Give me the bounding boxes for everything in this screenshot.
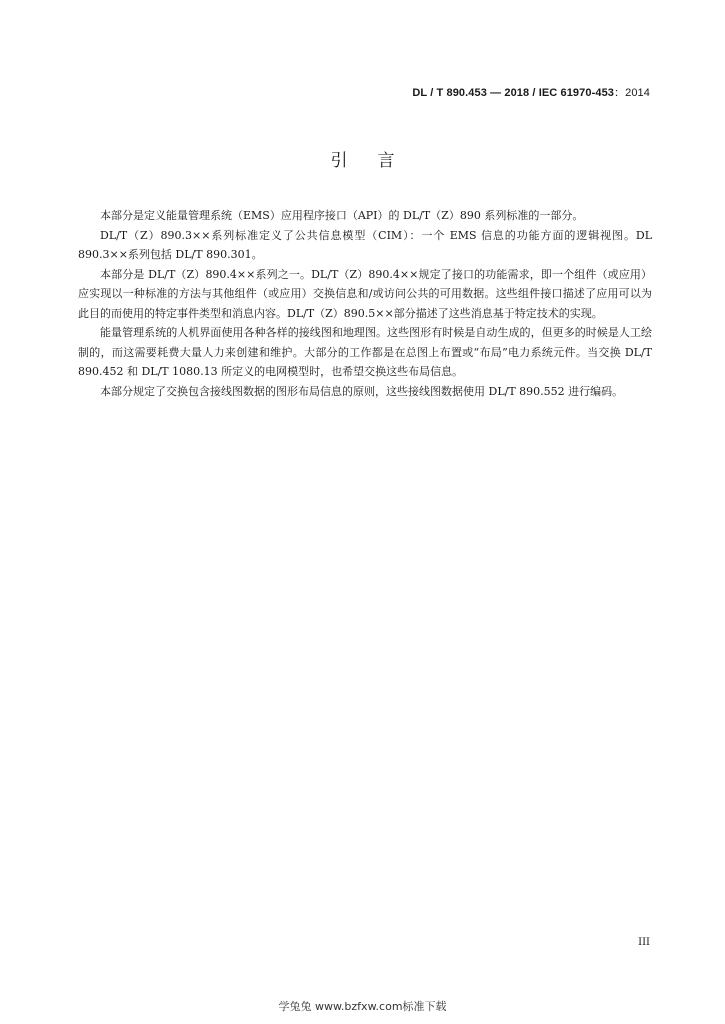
iec-code: IEC 61970-453 [538, 87, 615, 99]
paragraph: 本部分是 DL/T（Z）890.4××系列之一。DL/T（Z）890.4××规定了接口的功能需求，即一个组件（或应用）应实现以一种标准的方法与其他组件（或应用）交换信息和/或访问公共的可用数据。这些组件接口描述了应用可以为此目的而使用的特定事件类型和消息内容。DL/T（Z）890.5××部分描述了这些消息基于特定技术的实现。 [78, 267, 652, 320]
paragraph: 本部分是定义能量管理系统（EMS）应用程序接口（API）的 DL/T（Z）890 系列标准的一部分。 [100, 209, 584, 222]
paragraph: 能量管理系统的人机界面使用各种各样的接线图和地理图。这些图形有时候是自动生成的，但更多的时候是人工绘制的，而这需要耗费大量人力来创建和维护。大部分的工作都是在总图上布置或“布局”电力系统元件。当交换 DL/T 890.452 和 DL/T 1080.13 所定义的电网模型时，也希望交换这些布局信息。 [78, 326, 652, 378]
standard-code: DL / T 890.453 — 2018 / [412, 87, 539, 99]
standard-header [412, 84, 650, 100]
paragraph: 本部分规定了交换包含接线图数据的图形布局信息的原则，这些接线图数据使用 DL/T 890.552 进行编码。 [100, 384, 624, 398]
iec-year: ：2014 [614, 87, 650, 99]
page-title: 引言 [330, 151, 425, 171]
page-number: III [638, 937, 650, 948]
body-text [78, 206, 652, 401]
footer-watermark: 学兔兔 www.bzfxw.com标准下载 [278, 1000, 447, 1013]
paragraph: DL/T（Z）890.3××系列标准定义了公共信息模型（CIM）：一个 EMS 信息的功能方面的逻辑视图。DL 890.3××系列包括 DL/T 890.301。 [78, 228, 652, 261]
